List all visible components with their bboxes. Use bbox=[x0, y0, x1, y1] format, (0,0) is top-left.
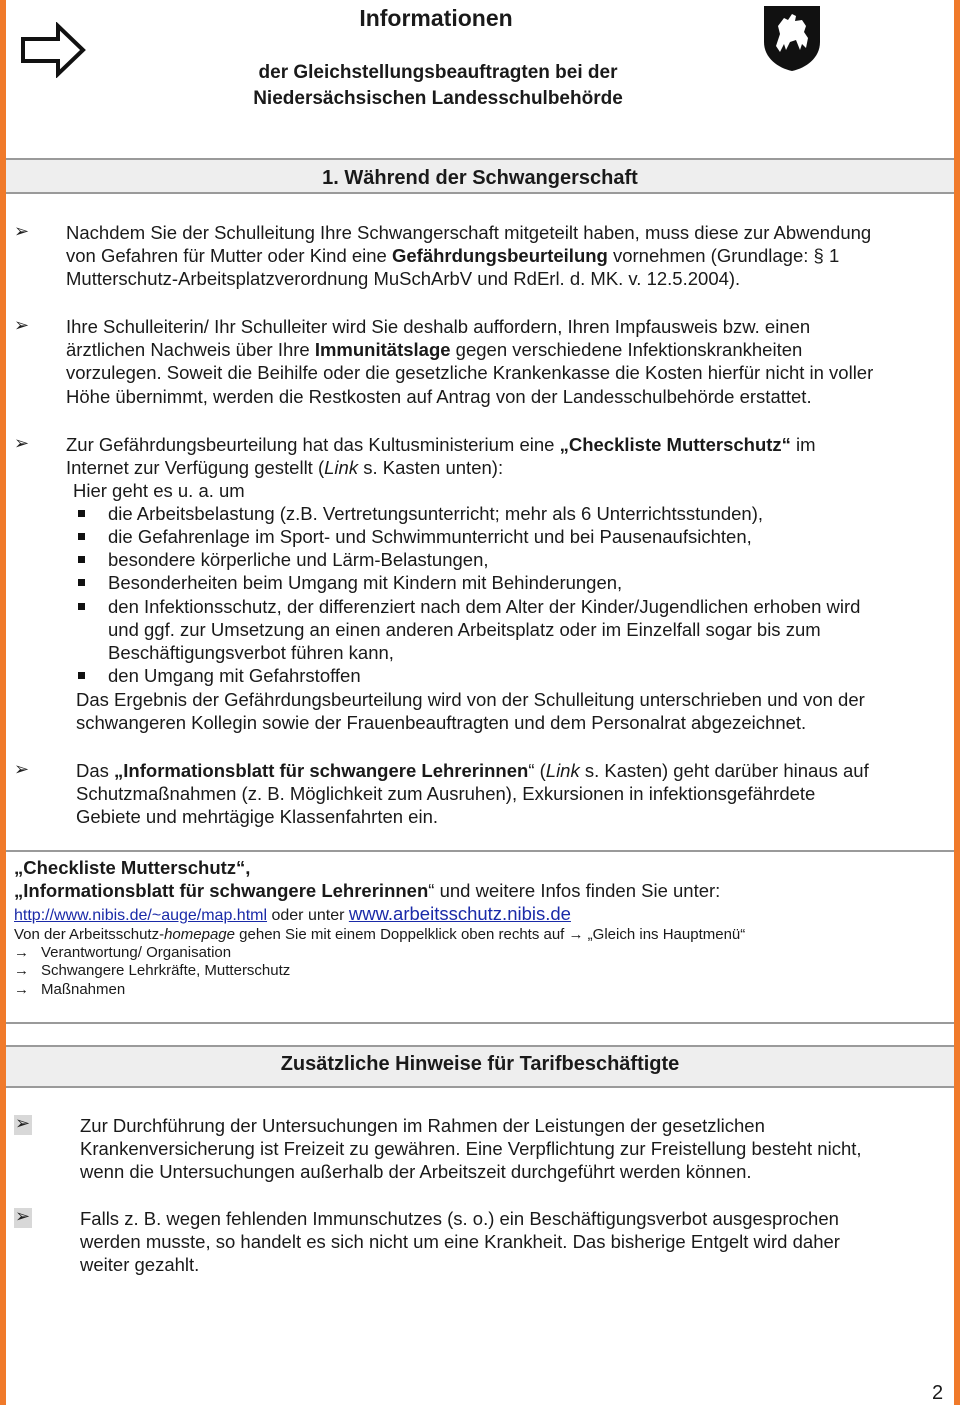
section2-heading-divider bbox=[6, 1086, 954, 1088]
square-bullet-icon bbox=[78, 510, 85, 517]
nibis-auge-link[interactable]: http://www.nibis.de/~auge/map.html bbox=[14, 907, 268, 924]
linkbox-links: http://www.nibis.de/~auge/map.html oder unter www.arbeitsschutz.nibis.de bbox=[14, 903, 571, 924]
linkbox-nav-item: → Schwangere Lehrkräfte, Mutterschutz bbox=[14, 962, 291, 979]
arbeitsschutz-link[interactable]: www.arbeitsschutz.nibis.de bbox=[348, 903, 571, 924]
paragraph-freizeit: Zur Durchführung der Untersuchungen im Rahmen der Leistungen der gesetzlichen Krankenversicherung ist Freizeit zu gewähren. Eine Verpflichtung zur Freistellung besteht nicht, wenn die Untersuchungen außerhalb der Arbeitszeit durchgeführt werden können. bbox=[80, 1115, 862, 1183]
paragraph-checkliste: Zur Gefährdungsbeurteilung hat das Kultusministerium eine „Checkliste Mutterschutz“ im Internet zur Verfügung gestellt (Link s. Kasten unten): Hier geht es u. a. um bbox=[66, 434, 816, 502]
page-number: 2 bbox=[932, 1382, 944, 1404]
page-title: Informationen bbox=[359, 5, 513, 31]
list-item: den Umgang mit Gefahrstoffen bbox=[108, 665, 361, 686]
right-arrow-icon: → bbox=[14, 944, 29, 961]
left-page-border bbox=[0, 0, 6, 1405]
section-heading-tarifbeschaeftigte: Zusätzliche Hinweise für Tarifbeschäftigte bbox=[280, 1053, 680, 1075]
arrow-bullet-icon: ➢ bbox=[14, 221, 30, 241]
arrow-bullet-icon: ➢ bbox=[15, 1113, 31, 1133]
square-bullet-icon bbox=[78, 672, 85, 679]
linkbox-top-divider bbox=[6, 850, 954, 852]
paragraph-entgelt: Falls z. B. wegen fehlenden Immunschutzes (s. o.) ein Beschäftigungsverbot ausgesprochen werden musste, so handelt es sich nicht um eine Krankheit. Das bisherige Entgelt wird daher weiter gezahlt. bbox=[80, 1208, 840, 1276]
list-item: die Arbeitsbelastung (z.B. Vertretungsunterricht; mehr als 6 Unterrichtsstunden), bbox=[108, 503, 764, 524]
paragraph-informationsblatt: Das „Informationsblatt für schwangere Lehrerinnen“ (Link s. Kasten) geht darüber hinaus auf Schutzmaßnahmen (z. B. Möglichkeit zum Ausruhen), Exkursionen in infektionsgefährdete Gebiete und mehrtägige Klassenfahrten ein. bbox=[76, 760, 869, 828]
arrow-bullet-icon: ➢ bbox=[14, 433, 30, 453]
right-arrow-icon: → bbox=[14, 981, 29, 998]
lower-saxony-horse-crest-icon bbox=[762, 4, 822, 72]
paragraph-ergebnis: Das Ergebnis der Gefährdungsbeurteilung wird von der Schulleitung unterschrieben und von der schwangeren Kollegin sowie der Frauenbeauftragten und dem Personalrat abgezeichnet. bbox=[76, 689, 865, 734]
linkbox-title: „Checkliste Mutterschutz“, bbox=[14, 857, 251, 878]
linkbox-subtitle: „Informationsblatt für schwangere Lehrerinnen“ und weitere Infos finden Sie unter: bbox=[14, 880, 721, 901]
list-item: besondere körperliche und Lärm-Belastungen, bbox=[108, 549, 489, 570]
linkbox-navigation-hint: Von der Arbeitsschutz-homepage gehen Sie mit einem Doppelklick oben rechts auf → „Gleich ins Hauptmenü“ bbox=[14, 926, 746, 943]
right-arrow-icon: → bbox=[14, 962, 29, 979]
paragraph-gefaehrdungsbeurteilung: Nachdem Sie der Schulleitung Ihre Schwangerschaft mitgeteilt haben, muss diese zur Abwendung von Gefahren für Mutter oder Kind eine Gefährdungsbeurteilung vornehmen (Grundlage: § 1 Mutterschutz-Arbeitsplatzverordnung MuSchArbV und RdErl. d. MK. v. 12.5.2004). bbox=[66, 222, 872, 290]
list-item: den Infektionsschutz, der differenziert nach dem Alter der Kinder/Jugendlichen erhoben wird und ggf. zur Umsetzung an einen anderen Arbeitsplatz oder im Einzelfall sogar bis zum Beschäftigungsverbot führen kann, bbox=[108, 596, 861, 664]
square-bullet-icon bbox=[78, 579, 85, 586]
square-bullet-icon bbox=[78, 533, 85, 540]
square-bullet-icon bbox=[78, 603, 85, 610]
linkbox-nav-item: → Verantwortung/ Organisation bbox=[14, 944, 232, 961]
linkbox-bottom-divider bbox=[6, 1022, 954, 1024]
section-heading-schwangerschaft: 1. Während der Schwangerschaft bbox=[322, 167, 638, 189]
arrow-bullet-icon: ➢ bbox=[14, 759, 30, 779]
arrow-bullet-icon: ➢ bbox=[14, 315, 30, 335]
paragraph-immunitaetslage: Ihre Schulleiterin/ Ihr Schulleiter wird Sie deshalb auffordern, Ihren Impfausweis bzw. einen ärztlichen Nachweis über Ihre Immunitätslage gegen verschiedene Infektionskrankheiten vorzulegen. Soweit die Beihilfe oder die gesetzliche Krankenkasse die Kosten hierfür nicht in voller Höhe übernimmt, werden die Restkosten auf Antrag von der Landesschulbehörde erstattet. bbox=[66, 316, 874, 407]
linkbox-nav-item: → Maßnahmen bbox=[14, 981, 126, 998]
section-heading-divider bbox=[6, 192, 954, 194]
square-bullet-icon bbox=[78, 556, 85, 563]
page-subtitle-line1: der Gleichstellungsbeauftragten bei der bbox=[258, 62, 618, 83]
page-subtitle-line2: Niedersächsischen Landesschulbehörde bbox=[253, 88, 623, 109]
arrow-bullet-icon: ➢ bbox=[15, 1206, 31, 1226]
list-item: Besonderheiten beim Umgang mit Kindern mit Behinderungen, bbox=[108, 572, 623, 593]
list-item: die Gefahrenlage im Sport- und Schwimmunterricht und bei Pausenaufsichten, bbox=[108, 526, 752, 547]
